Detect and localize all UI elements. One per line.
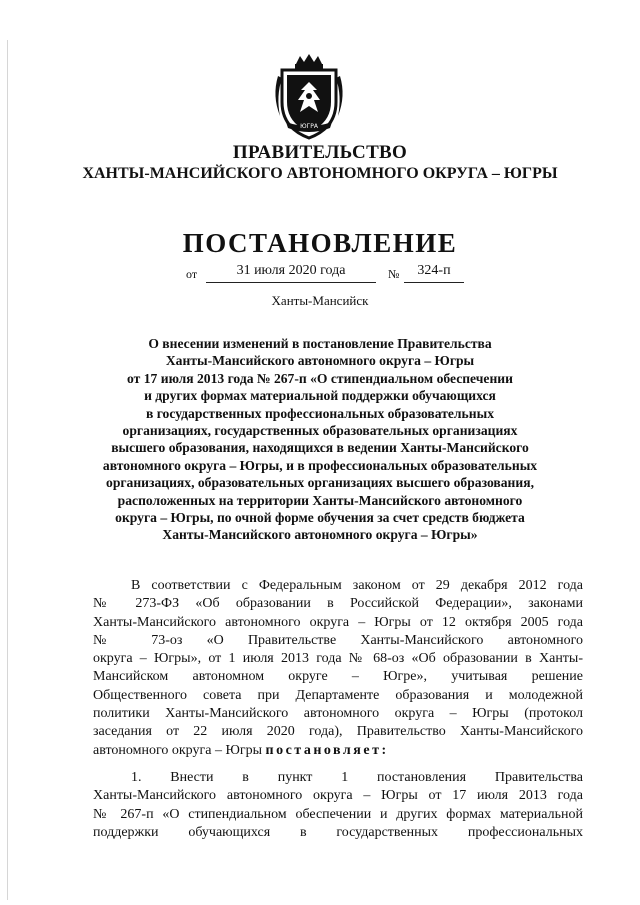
title-line: Ханты-Мансийского автономного округа – Югры (165, 353, 475, 369)
region-heading: ХАНТЫ-МАНСИЙСКОГО АВТОНОМНОГО ОКРУГА – ЮГРЫ (82, 165, 558, 182)
paragraph-line: № 73-оз «О Правительстве Ханты-Мансийского автономного (93, 632, 583, 648)
paragraph-line: поддержки обучающихся в государственных профессиональных (93, 824, 583, 840)
paragraph-line: Общественного совета при Департаменте образования и молодежной (93, 687, 583, 703)
preamble-paragraph (93, 577, 583, 760)
date-prefix: от (186, 267, 198, 281)
title-line: Ханты-Мансийского автономного округа – Югры» (162, 527, 478, 543)
title-line: расположенных на территории Ханты-Мансийского автономного (117, 492, 523, 508)
title-line: организациях, государственных образовательных организациях (122, 423, 518, 439)
paragraph-last-line (93, 742, 583, 760)
paragraph-line: № 267-п «О стипендиальном обеспечении и других формах материальной (93, 806, 583, 822)
paragraph-line-start: автономного округа – Югры (93, 742, 262, 758)
document-date: 31 июля 2020 года (206, 262, 376, 283)
paragraph-line: 1. Внести в пункт 1 постановления Правительства (131, 770, 583, 785)
resolution-word: постановляет: (265, 742, 389, 758)
title-line: организациях, образовательных организациях высшего образования, (106, 475, 534, 491)
number-prefix: № (388, 267, 400, 281)
title-line: автономного округа – Югры, и в профессиональных образовательных (102, 457, 538, 473)
title-line: в государственных профессиональных образовательных (145, 405, 494, 421)
coat-of-arms-icon (268, 52, 350, 142)
paragraph-line: заседания от 22 июля 2020 года), Правительство Ханты-Мансийского (93, 724, 583, 740)
paragraph-line: округа – Югры», от 1 июля 2013 года № 68-оз «Об образовании в Ханты- (93, 651, 583, 667)
title-line: округа – Югры, по очной форме обучения за счет средств бюджета (115, 510, 525, 526)
paragraph-line: В соответствии с Федеральным законом от 29 декабря 2012 года (131, 578, 583, 593)
organization-heading: ПРАВИТЕЛЬСТВО (232, 142, 408, 163)
document-type: ПОСТАНОВЛЕНИЕ (182, 228, 458, 258)
clause-1-paragraph (93, 769, 583, 842)
paragraph-line: Мансийском автономном округе – Югре», учитывая решение (93, 669, 583, 685)
paragraph-line: № 273-ФЗ «Об образовании в Российской Федерации», законами (93, 596, 583, 612)
title-line: О внесении изменений в постановление Правительства (148, 336, 492, 351)
title-line: высшего образования, находящихся в ведении Ханты-Мансийского (111, 440, 529, 456)
paragraph-line: Ханты-Мансийского автономного округа – Югры от 17 июля 2013 года (93, 788, 583, 804)
document-title (70, 335, 570, 544)
title-line: и других формах материальной поддержки обучающихся (144, 388, 496, 404)
date-number-line (178, 262, 478, 284)
emblem-ribbon-text: ЮГРА (300, 123, 318, 130)
document-number: 324-п (404, 262, 464, 283)
paragraph-line: политики Ханты-Мансийского автономного округа – Югры (протокол (93, 706, 583, 722)
title-line: от 17 июля 2013 года № 267-п «О стипендиальном обеспечении (127, 370, 513, 386)
paragraph-line: Ханты-Мансийского автономного округа – Югры от 12 октября 2005 года (93, 614, 583, 630)
city-name: Ханты-Мансийск (271, 293, 369, 308)
